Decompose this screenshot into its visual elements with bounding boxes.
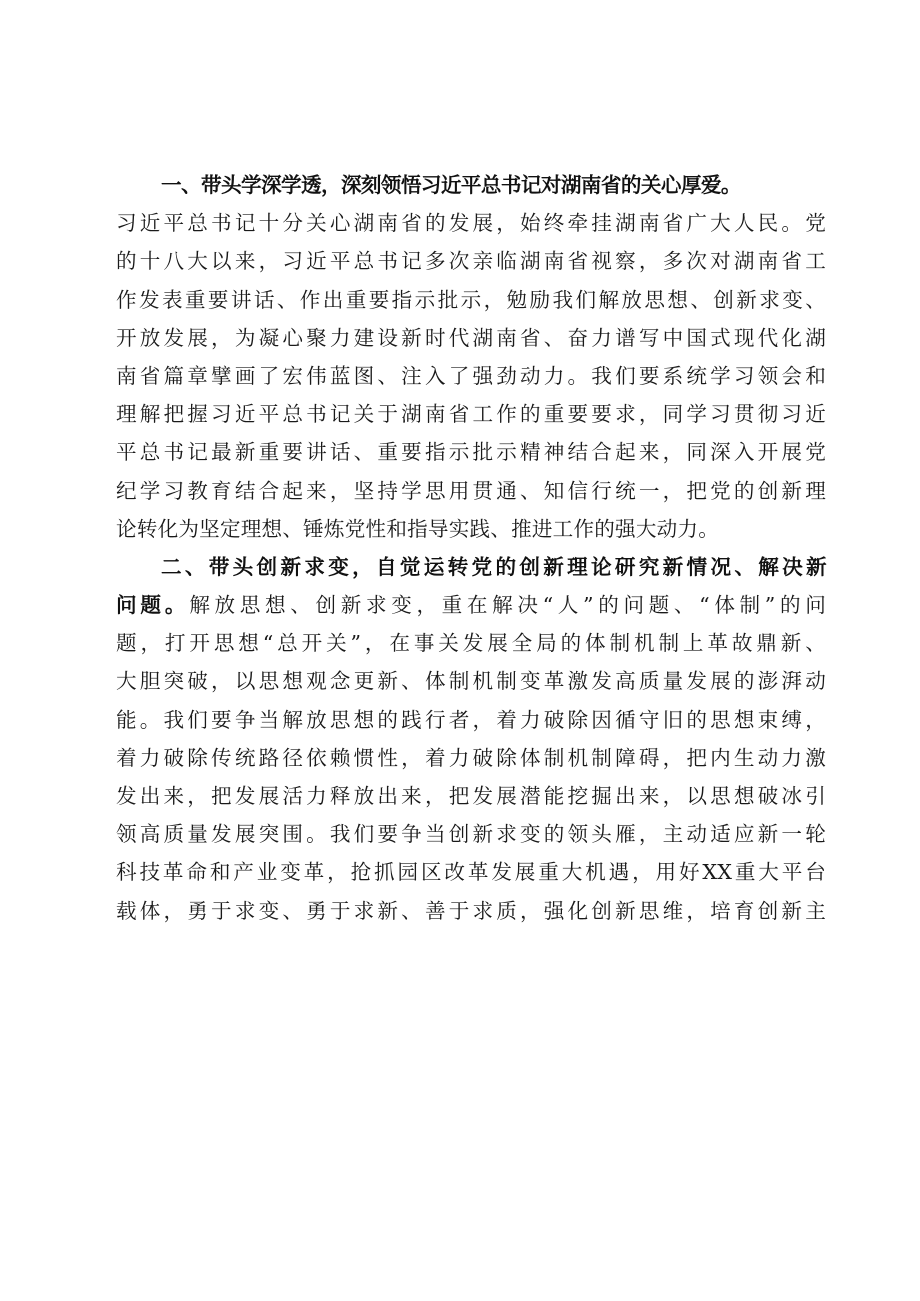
section-1-line: 习近平总书记十分关心湖南省的发展，始终牵挂湖南省广大人民。党 (116, 211, 826, 236)
section-2-line: 载体，勇于求变、勇于求新、善于求质，强化创新思维，培育创新主 (116, 898, 826, 923)
section-2-line-text: 解放思想、创新求变，重在解决“人”的问题、“体制”的问 (189, 593, 826, 618)
section-2-heading-end: 问题。 (116, 593, 190, 618)
section-2-line: 能。我们要争当解放思想的践行者，着力破除因循守旧的思想束缚， (116, 707, 826, 732)
section-1-line: 平总书记最新重要讲话、重要指示批示精神结合起来，同深入开展党 (116, 440, 826, 465)
section-1-line: 南省篇章擘画了宏伟蓝图、注入了强劲动力。我们要系统学习领会和 (116, 363, 826, 388)
section-1-line: 纪学习教育结合起来，坚持学思用贯通、知信行统一，把党的创新理 (116, 478, 826, 503)
section-1-line: 理解把握习近平总书记关于湖南省工作的重要要求，同学习贯彻习近 (116, 402, 826, 427)
section-2-line: 发出来，把发展活力释放出来，把发展潜能挖掘出来，以思想破冰引 (116, 784, 826, 808)
section-1-line: 开放发展，为凝心聚力建设新时代湖南省、奋力谱写中国式现代化湖 (116, 325, 826, 350)
section-2-line: 大胆突破，以思想观念更新、体制机制变革激发高质量发展的澎湃动 (116, 669, 826, 694)
section-1-line: 作发表重要讲话、作出重要指示批示，勉励我们解放思想、创新求变、 (116, 287, 826, 312)
section-2-line: 题，打开思想“总开关”，在事关发展全局的体制机制上革故鼎新、 (116, 631, 826, 656)
section-1-line: 论转化为坚定理想、锤炼党性和指导实践、推进工作的强大动力。 (116, 516, 720, 541)
section-2-mixed-line (116, 586, 826, 624)
section-1-heading: 一、带头学深学透，深刻领悟习近平总书记对湖南省的关心厚爱。 (161, 173, 741, 197)
section-1-line: 的十八大以来，习近平总书记多次亲临湖南省视察，多次对湖南省工 (116, 249, 826, 274)
section-2-line: 领高质量发展突围。我们要争当创新求变的领头雁，主动适应新一轮 (116, 822, 826, 847)
section-2-line: 科技革命和产业变革，抢抓园区改革发展重大机遇，用好XX重大平台 (116, 860, 826, 885)
section-2-heading: 二、带头创新求变，自觉运转党的创新理论研究新情况、解决新 (161, 554, 826, 579)
document-page (116, 166, 826, 930)
section-2-line: 着力破除传统路径依赖惯性，着力破除体制机制障碍，把内生动力激 (116, 745, 826, 770)
